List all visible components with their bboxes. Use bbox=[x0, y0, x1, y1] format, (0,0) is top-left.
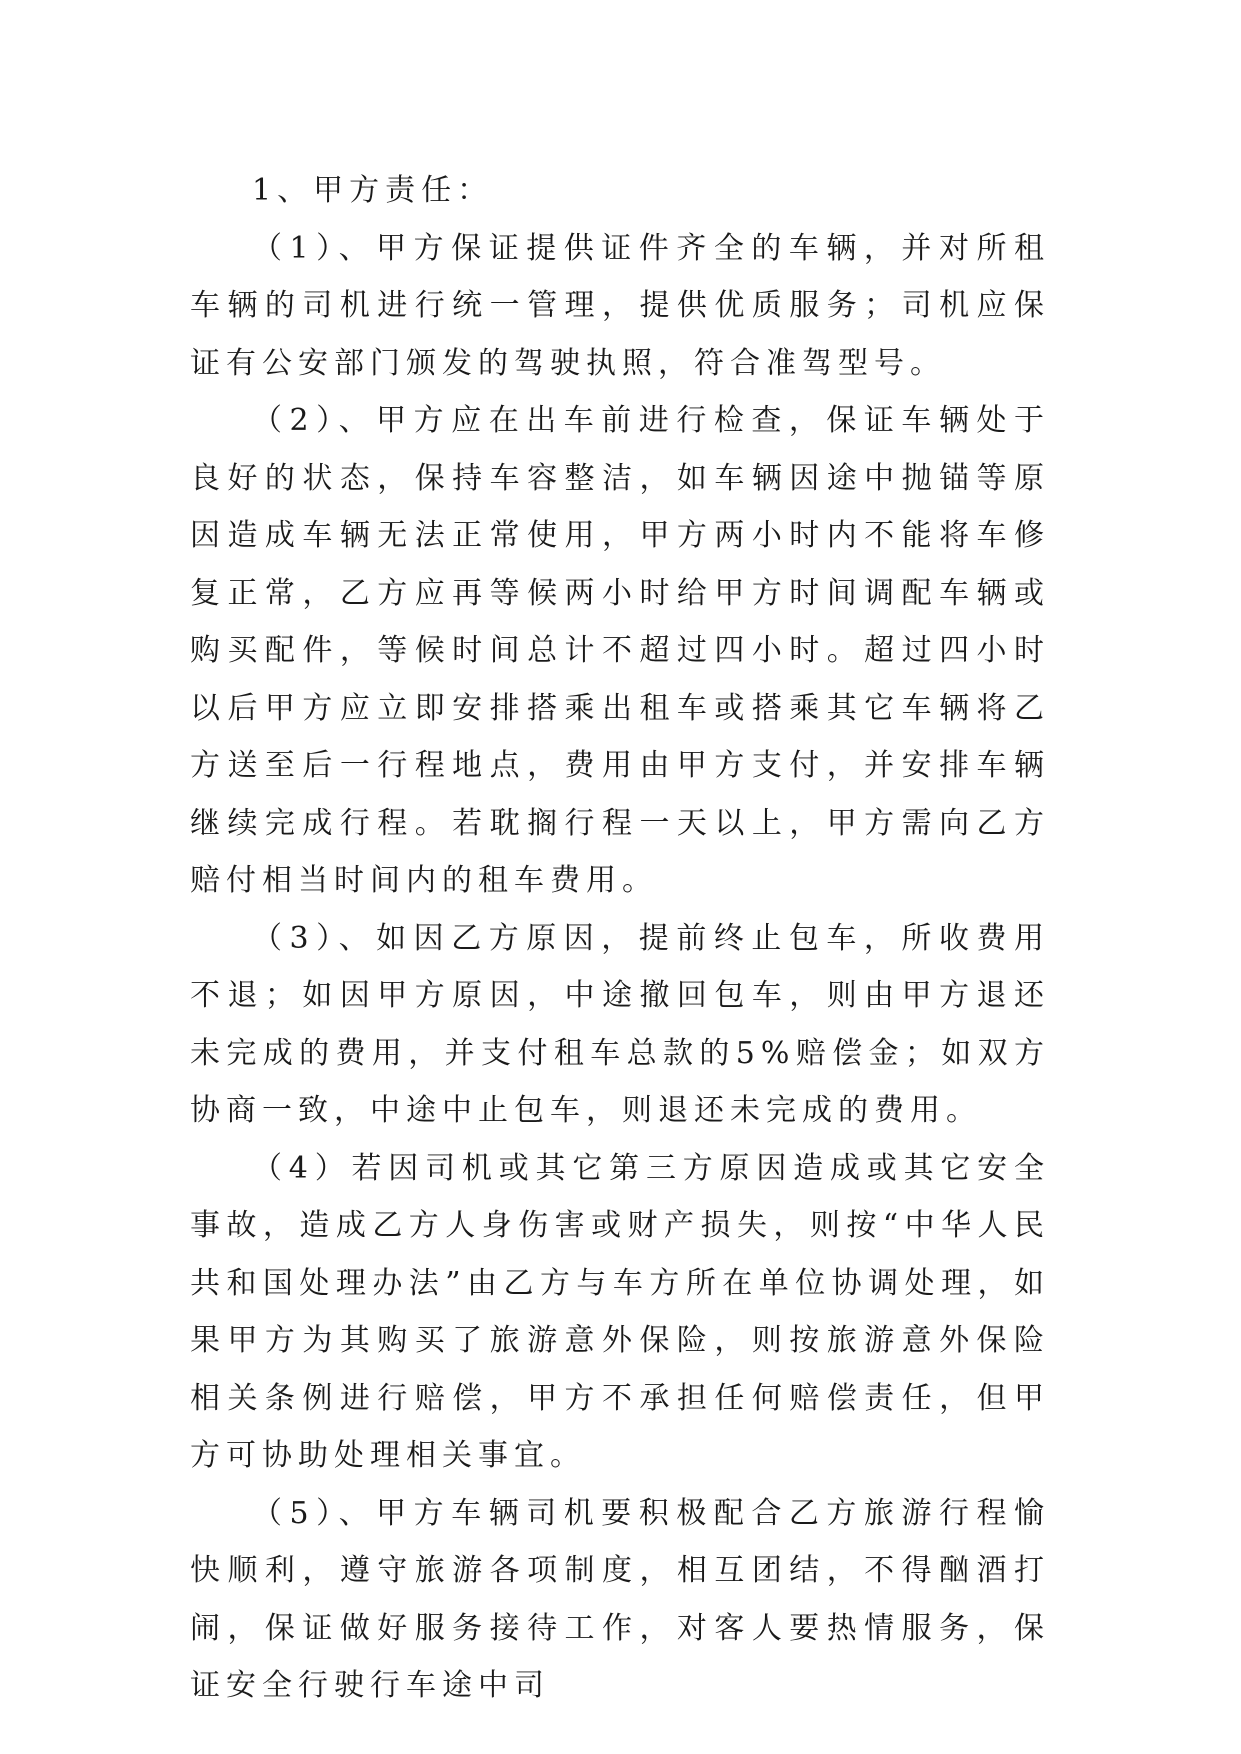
clause-paragraph-1: （1）、甲方保证提供证件齐全的车辆，并对所租车辆的司机进行统一管理，提供优质服务；司机应保证有公安部门颁发的驾驶执照，符合准驾型号。 bbox=[190, 230, 1050, 381]
section-heading: 1、甲方责任： bbox=[252, 173, 494, 208]
clause-paragraph-3: （3）、如因乙方原因，提前终止包车，所收费用不退；如因甲方原因，中途撤回包车，则由甲方退还未完成的费用，并支付租车总款的5%赔偿金；如双方协商一致，中途中止包车，则退还未完成的费用。 bbox=[190, 920, 1050, 1128]
document-body bbox=[190, 162, 1050, 1715]
clause-paragraph-5: （5）、甲方车辆司机要积极配合乙方旅游行程愉快顺利，遵守旅游各项制度，相互团结，不得酗酒打闹，保证做好服务接待工作，对客人要热情服务，保证安全行驶行车途中司 bbox=[190, 1495, 1050, 1703]
clause-paragraph-4: （4）若因司机或其它第三方原因造成或其它安全事故，造成乙方人身伤害或财产损失，则按“中华人民共和国处理办法”由乙方与车方所在单位协调处理，如果甲方为其购买了旅游意外保险，则按旅游意外保险相关条例进行赔偿，甲方不承担任何赔偿责任，但甲方可协助处理相关事宜。 bbox=[190, 1150, 1050, 1473]
clause-paragraph-2: （2）、甲方应在出车前进行检查，保证车辆处于良好的状态，保持车容整洁，如车辆因途中抛锚等原因造成车辆无法正常使用，甲方两小时内不能将车修复正常，乙方应再等候两小时给甲方时间调配车辆或购买配件，等候时间总计不超过四小时。超过四小时以后甲方应立即安排搭乘出租车或搭乘其它车辆将乙方送至后一行程地点，费用由甲方支付，并安排车辆继续完成行程。若耽搁行程一天以上，甲方需向乙方赔付相当时间内的租车费用。 bbox=[190, 403, 1050, 898]
